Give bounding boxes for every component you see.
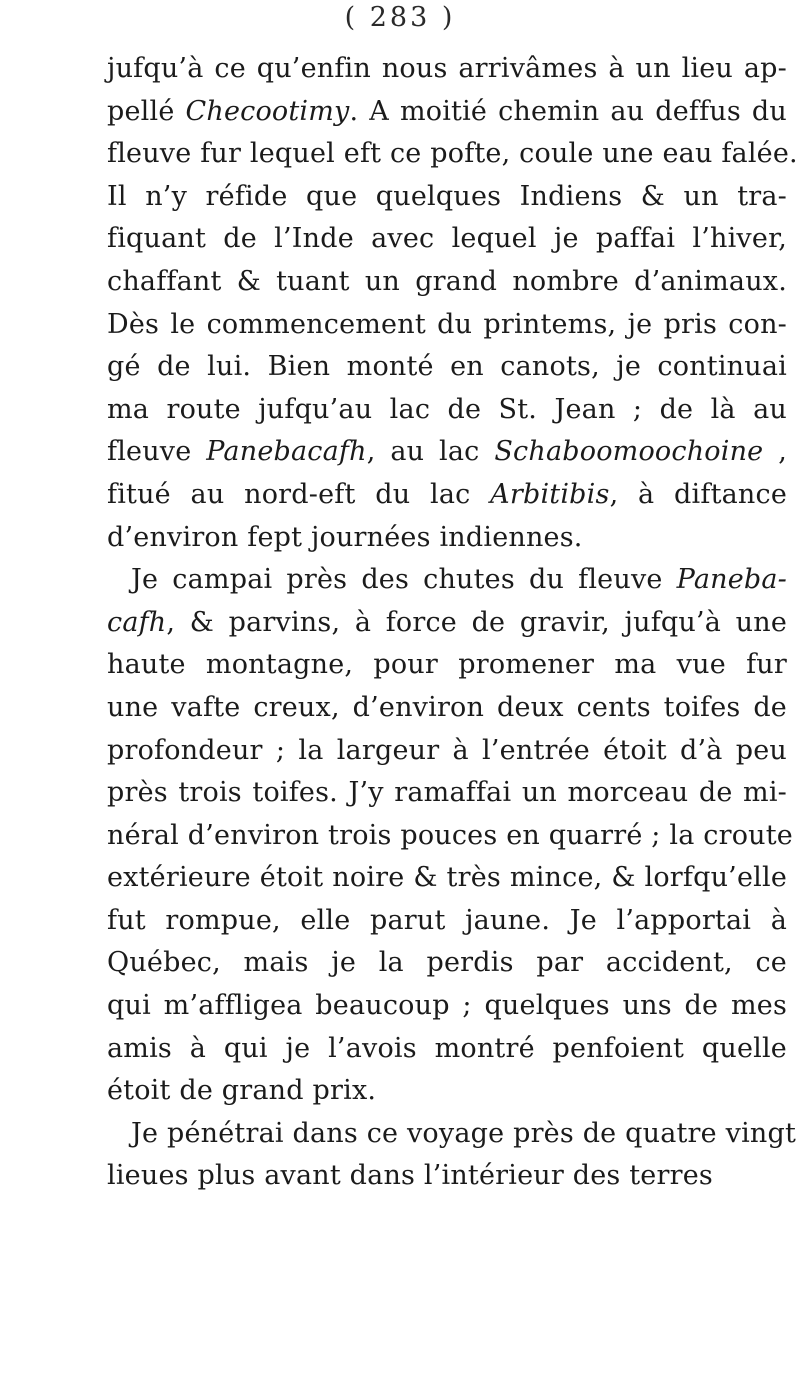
text-line [107, 389, 787, 432]
text-segment: Dès le commencement du printems, je pris con- [107, 308, 787, 340]
text-segment: qui m’affligea beaucoup ; quelques uns de mes [107, 990, 787, 1022]
text-line [107, 261, 787, 304]
text-line [107, 176, 787, 219]
text-segment: d’environ fept journées indiennes. [107, 521, 583, 553]
text-line [107, 942, 787, 985]
text-segment: fleuve fur lequel eft ce pofte, coule une eau falée. [107, 138, 798, 170]
text-line [107, 900, 787, 943]
text-segment: près trois toifes. J’y ramaffai un morceau de mi- [107, 777, 787, 809]
body-text [107, 48, 798, 1198]
text-line [107, 517, 787, 560]
text-line [107, 1155, 787, 1198]
text-segment: , à diftance [609, 478, 787, 510]
text-line [107, 815, 793, 858]
text-line [107, 1028, 787, 1071]
text-line [107, 857, 787, 900]
text-line [107, 985, 787, 1028]
text-segment: Je pénétrai dans ce voyage près de quatre vingt [131, 1117, 797, 1149]
italic-text: Checootimy [185, 95, 350, 127]
text-segment: Québec, mais je la perdis par accident, ce [107, 947, 787, 979]
italic-text: Schaboomoochoine [494, 436, 764, 468]
italic-text: Panebacafh [206, 436, 367, 468]
text-line [107, 91, 787, 134]
text-segment: . A moitié chemin au deffus du [349, 95, 787, 127]
text-segment: haute montagne, pour promener ma vue fur [107, 649, 787, 681]
text-segment: amis à qui je l’avois montré penfoient quelle [107, 1032, 787, 1064]
text-line [107, 730, 787, 773]
italic-text: Paneba- [676, 564, 787, 596]
page-number: ( 283 ) [344, 2, 456, 33]
text-segment: fiquant de l’Inde avec lequel je paffai l’hiver, [107, 223, 787, 255]
text-segment: gé de lui. Bien monté en canots, je continuai [107, 351, 787, 383]
text-line [107, 1113, 797, 1156]
text-segment: chaffant & tuant un grand nombre d’animaux. [107, 265, 787, 297]
text-line [107, 644, 787, 687]
italic-text: Arbitibis [490, 478, 610, 510]
text-segment: Je campai près des chutes du fleuve [131, 564, 677, 596]
text-segment: extérieure étoit noire & très mince, & lorfqu’elle [107, 862, 787, 894]
text-segment: profondeur ; la largeur à l’entrée étoit d’à peu [107, 734, 787, 766]
text-segment: , [763, 436, 787, 468]
text-segment: pellé [107, 95, 186, 127]
text-segment: une vafte creux, d’environ deux cents toifes de [107, 691, 787, 723]
text-line [107, 304, 787, 347]
text-line [107, 48, 787, 91]
text-segment: fut rompue, elle parut jaune. Je l’apportai à [107, 904, 787, 936]
text-segment: fleuve [107, 436, 207, 468]
text-segment: étoit de grand prix. [107, 1075, 377, 1107]
text-line [107, 687, 787, 730]
text-segment: fitué au nord-eft du lac [107, 478, 491, 510]
text-segment: lieues plus avant dans l’intérieur des terres [107, 1160, 713, 1192]
text-segment: , & parvins, à force de gravir, jufqu’à une [166, 606, 787, 638]
text-segment: néral d’environ trois pouces en quarré ; la croute [107, 819, 793, 851]
text-segment: Il n’y réfide que quelques Indiens & un tra- [107, 180, 787, 212]
italic-text: cafh [107, 606, 167, 638]
text-segment: , au lac [366, 436, 495, 468]
text-line [107, 559, 787, 602]
text-line [107, 772, 787, 815]
text-line [107, 1070, 787, 1113]
text-line [107, 133, 798, 176]
text-line [107, 346, 787, 389]
text-line [107, 602, 787, 645]
text-line [107, 431, 787, 474]
text-segment: jufqu’à ce qu’enfin nous arrivâmes à un lieu ap- [107, 53, 787, 84]
text-segment: ma route jufqu’au lac de St. Jean ; de là au [107, 393, 787, 425]
text-line [107, 218, 787, 261]
text-line [107, 474, 787, 517]
